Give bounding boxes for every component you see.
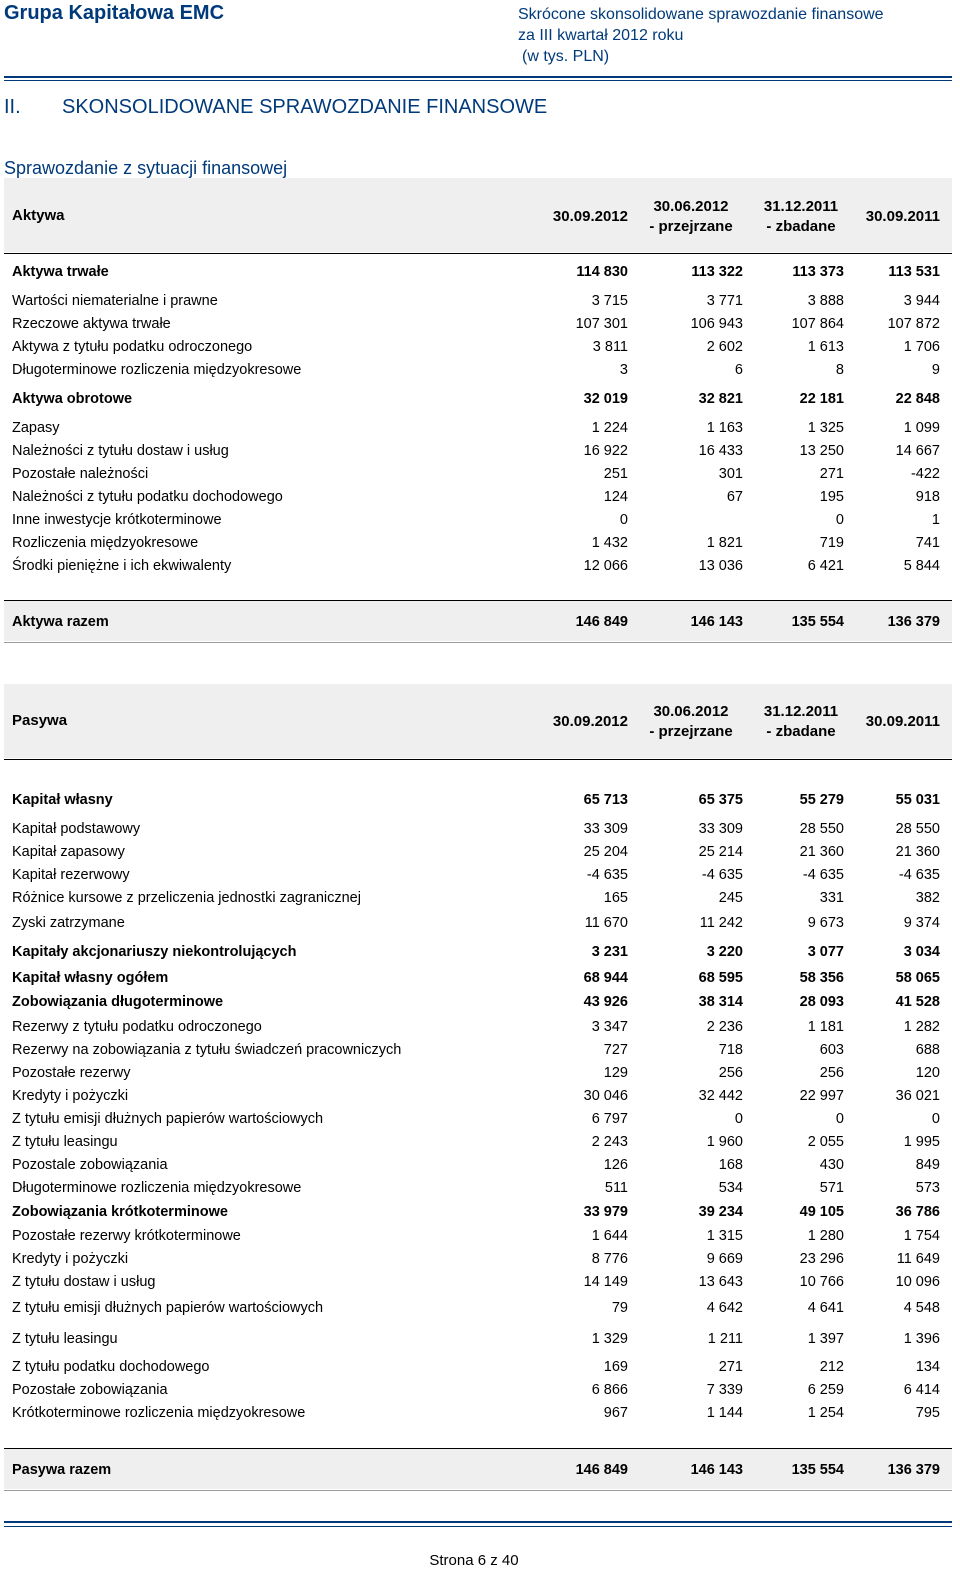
- liabilities-row-value: 14 149: [583, 1274, 628, 1290]
- assets-total-value: 135 554: [791, 614, 844, 630]
- liabilities-total-label: Pasywa razem: [12, 1462, 112, 1478]
- liabilities-header-col3-line1: 31.12.2011: [763, 703, 839, 720]
- liabilities-header-col1: 30.09.2012: [552, 713, 628, 730]
- liabilities-row-value: 33 309: [698, 821, 743, 837]
- liabilities-row-value: 9 669: [706, 1251, 743, 1267]
- assets-row-value: 8: [835, 362, 844, 378]
- liabilities-row-value: 33 979: [583, 1204, 628, 1220]
- assets-row-label: Inne inwestycje krótkoterminowe: [12, 512, 222, 528]
- liabilities-row-value: 9 374: [903, 915, 940, 931]
- liabilities-header-label: Pasywa: [12, 712, 68, 729]
- assets-row-value: 1 099: [903, 420, 940, 436]
- liabilities-row-value: 129: [603, 1065, 628, 1081]
- header-divider: [4, 76, 952, 78]
- liabilities-row: [0, 968, 960, 991]
- liabilities-row-value: 1 995: [903, 1134, 940, 1150]
- section-name: SKONSOLIDOWANE SPRAWOZDANIE FINANSOWE: [62, 96, 548, 118]
- assets-row-value: 3 715: [591, 293, 628, 309]
- liabilities-row-value: 430: [819, 1157, 844, 1173]
- liabilities-row-value: 38 314: [698, 994, 743, 1010]
- liabilities-row-label: Kapitał zapasowy: [12, 844, 125, 860]
- footer-divider-thin: [4, 1526, 952, 1527]
- liabilities-row-value: 25 214: [698, 844, 743, 860]
- liabilities-row-label: Krótkoterminowe rozliczenia międzyokresowe: [12, 1405, 306, 1421]
- assets-total-value: 146 143: [690, 614, 743, 630]
- assets-row-value: 113 373: [792, 264, 844, 280]
- liabilities-row-value: 212: [819, 1359, 844, 1375]
- assets-row-label: Aktywa z tytułu podatku odroczonego: [12, 339, 253, 355]
- section-number: II.: [4, 96, 21, 118]
- liabilities-row-label: Z tytułu dostaw i usług: [12, 1274, 156, 1290]
- assets-total-value: 136 379: [887, 614, 940, 630]
- liabilities-row: [0, 942, 960, 965]
- liabilities-row: [0, 888, 960, 911]
- liabilities-row-value: 571: [819, 1180, 844, 1196]
- liabilities-row-value: 23 296: [799, 1251, 844, 1267]
- liabilities-row-value: 1 181: [807, 1019, 844, 1035]
- assets-row-value: 22 181: [799, 391, 844, 407]
- liabilities-row-value: 6 414: [903, 1382, 940, 1398]
- liabilities-header-col2: [636, 702, 746, 742]
- assets-row-value: 67: [726, 489, 743, 505]
- liabilities-row-value: 120: [915, 1065, 940, 1081]
- liabilities-row-value: 271: [718, 1359, 743, 1375]
- liabilities-row-value: 68 944: [583, 970, 628, 986]
- assets-row-value: 32 821: [698, 391, 743, 407]
- liabilities-row-label: Z tytułu leasingu: [12, 1331, 118, 1347]
- assets-row: [0, 533, 960, 556]
- assets-row-value: 22 848: [895, 391, 940, 407]
- liabilities-row-value: 2 055: [807, 1134, 844, 1150]
- assets-row-value: 1 325: [807, 420, 844, 436]
- liabilities-row-label: Kapitał podstawowy: [12, 821, 141, 837]
- liabilities-row-value: 169: [603, 1359, 628, 1375]
- report-subtitle-line2: za III kwartał 2012 roku: [518, 27, 684, 44]
- assets-row-value: 106 943: [690, 316, 743, 332]
- assets-row-value: 16 922: [583, 443, 628, 459]
- report-subtitle-line1: Skrócone skonsolidowane sprawozdanie finansowe: [518, 6, 884, 23]
- liabilities-row-value: 511: [604, 1180, 628, 1196]
- liabilities-row-value: 21 360: [799, 844, 844, 860]
- liabilities-row-value: 13 643: [698, 1274, 743, 1290]
- liabilities-header-rule: [4, 759, 952, 760]
- assets-row-label: Zapasy: [12, 420, 60, 436]
- liabilities-row-value: 0: [835, 1111, 844, 1127]
- liabilities-row-value: 1 282: [903, 1019, 940, 1035]
- liabilities-row-value: 6 866: [591, 1382, 628, 1398]
- assets-total-row: [0, 612, 960, 635]
- liabilities-row-value: 573: [915, 1180, 940, 1196]
- assets-row-value: 32 019: [583, 391, 628, 407]
- section-title: [4, 96, 547, 119]
- footer-divider: [4, 1521, 952, 1523]
- liabilities-row: [0, 819, 960, 842]
- liabilities-row-value: 168: [718, 1157, 743, 1173]
- liabilities-row-label: Kredyty i pożyczki: [12, 1251, 129, 1267]
- liabilities-row-value: 134: [915, 1359, 940, 1375]
- statement-title: Sprawozdanie z sytuacji finansowej: [4, 158, 288, 178]
- assets-row-value: 3: [619, 362, 628, 378]
- liabilities-row-value: 0: [734, 1111, 743, 1127]
- liabilities-row-value: 0: [931, 1111, 940, 1127]
- liabilities-row-value: 28 550: [799, 821, 844, 837]
- liabilities-header-col4: 30.09.2011: [865, 713, 940, 730]
- liabilities-total-value: 135 554: [791, 1462, 844, 1478]
- assets-row-value: 3 944: [903, 293, 940, 309]
- liabilities-row-value: 49 105: [799, 1204, 844, 1220]
- assets-row-value: 3 888: [807, 293, 844, 309]
- liabilities-row-label: Z tytułu emisji dłużnych papierów wartościowych: [12, 1300, 324, 1316]
- liabilities-row: [0, 1380, 960, 1403]
- liabilities-row: [0, 1226, 960, 1249]
- liabilities-row-value: 33 309: [583, 821, 628, 837]
- assets-row-label: Rzeczowe aktywa trwałe: [12, 316, 171, 332]
- assets-row-value: 1: [931, 512, 940, 528]
- liabilities-row: [0, 790, 960, 813]
- liabilities-row-value: 1 315: [706, 1228, 743, 1244]
- liabilities-row-value: 11 670: [584, 915, 628, 931]
- assets-row-value: 271: [819, 466, 844, 482]
- liabilities-row-value: -4 635: [898, 867, 940, 883]
- liabilities-row: [0, 1040, 960, 1063]
- assets-header-col3-line2: - zbadane: [766, 218, 836, 235]
- liabilities-row: [0, 1017, 960, 1040]
- liabilities-row-value: 39 234: [698, 1204, 743, 1220]
- liabilities-row-value: 1 254: [807, 1405, 844, 1421]
- assets-row-label: Aktywa obrotowe: [12, 391, 133, 407]
- liabilities-row-value: 4 548: [903, 1300, 940, 1316]
- assets-row-label: Pozostałe należności: [12, 466, 149, 482]
- liabilities-row: [0, 1357, 960, 1380]
- assets-header-col1: 30.09.2012: [552, 208, 628, 225]
- liabilities-row-value: 3 077: [807, 944, 844, 960]
- assets-row-value: 1 432: [591, 535, 628, 551]
- liabilities-row-value: 718: [718, 1042, 743, 1058]
- liabilities-row-value: 1 397: [807, 1331, 844, 1347]
- liabilities-row: [0, 1178, 960, 1201]
- liabilities-row: [0, 1132, 960, 1155]
- liabilities-header-col2-line2: - przejrzane: [649, 723, 733, 740]
- header-divider-thin: [4, 80, 952, 81]
- liabilities-row-value: 1 644: [591, 1228, 628, 1244]
- liabilities-row: [0, 1249, 960, 1272]
- assets-row-value: 918: [915, 489, 940, 505]
- assets-row-value: 1 224: [591, 420, 628, 436]
- assets-total-bottom-rule: [4, 642, 952, 643]
- assets-row-value: 2 602: [706, 339, 743, 355]
- liabilities-row-value: 3 231: [591, 944, 628, 960]
- liabilities-row-value: 68 595: [698, 970, 743, 986]
- assets-row: [0, 291, 960, 314]
- assets-row: [0, 314, 960, 337]
- assets-row-value: 0: [619, 512, 628, 528]
- liabilities-row-value: 4 642: [706, 1300, 743, 1316]
- liabilities-row-value: 55 031: [895, 792, 940, 808]
- liabilities-row-value: 331: [819, 890, 844, 906]
- assets-row-value: 1 163: [706, 420, 743, 436]
- assets-row-label: Należności z tytułu dostaw i usług: [12, 443, 229, 459]
- liabilities-row-value: 967: [603, 1405, 628, 1421]
- liabilities-row-value: 849: [915, 1157, 940, 1173]
- liabilities-row: [0, 1272, 960, 1295]
- liabilities-row-value: 1 211: [707, 1331, 743, 1347]
- liabilities-row-value: 727: [603, 1042, 628, 1058]
- assets-total-value: 146 849: [575, 614, 628, 630]
- liabilities-row-value: 256: [718, 1065, 743, 1081]
- report-subtitle: [518, 4, 884, 67]
- liabilities-row-label: Zobowiązania krótkoterminowe: [12, 1204, 228, 1220]
- liabilities-total-value: 136 379: [887, 1462, 940, 1478]
- assets-row-value: 107 864: [791, 316, 844, 332]
- assets-row: [0, 360, 960, 383]
- liabilities-row: [0, 865, 960, 888]
- assets-header-col2: [636, 197, 746, 237]
- liabilities-row-label: Kapitał własny: [12, 792, 113, 808]
- assets-row-value: 741: [915, 535, 940, 551]
- liabilities-row-value: 55 279: [799, 792, 844, 808]
- liabilities-row: [0, 1155, 960, 1178]
- assets-row-value: 14 667: [895, 443, 940, 459]
- assets-row-value: 16 433: [698, 443, 743, 459]
- liabilities-row-value: 795: [915, 1405, 940, 1421]
- liabilities-row-label: Pozostałe rezerwy krótkoterminowe: [12, 1228, 241, 1244]
- liabilities-row-value: 6 259: [807, 1382, 844, 1398]
- assets-row-value: 1 706: [903, 339, 940, 355]
- liabilities-row: [0, 1109, 960, 1132]
- liabilities-total-value: 146 143: [690, 1462, 743, 1478]
- assets-row-value: 5 844: [903, 558, 940, 574]
- assets-row: [0, 510, 960, 533]
- assets-row: [0, 556, 960, 579]
- assets-row: [0, 337, 960, 360]
- assets-total-label: Aktywa razem: [12, 614, 109, 630]
- liabilities-row-value: 2 243: [591, 1134, 628, 1150]
- assets-row: [0, 389, 960, 412]
- liabilities-row-value: 6 797: [591, 1111, 628, 1127]
- assets-row-value: 114 830: [576, 264, 628, 280]
- liabilities-row-label: Zobowiązania długoterminowe: [12, 994, 224, 1010]
- liabilities-row-label: Z tytułu emisji dłużnych papierów wartościowych: [12, 1111, 324, 1127]
- liabilities-total-row: [0, 1460, 960, 1483]
- assets-row: [0, 262, 960, 285]
- report-subtitle-line3: (w tys. PLN): [522, 48, 610, 65]
- assets-row-value: 9: [931, 362, 940, 378]
- liabilities-row-label: Z tytułu leasingu: [12, 1134, 118, 1150]
- liabilities-row-value: 11 242: [699, 915, 743, 931]
- liabilities-row-value: 126: [603, 1157, 628, 1173]
- liabilities-row-value: 10 096: [895, 1274, 940, 1290]
- assets-row-value: 0: [835, 512, 844, 528]
- liabilities-row-value: 4 641: [807, 1300, 844, 1316]
- liabilities-row: [0, 913, 960, 936]
- assets-row-value: 251: [603, 466, 628, 482]
- liabilities-row-value: -4 635: [802, 867, 844, 883]
- liabilities-row-value: 534: [718, 1180, 743, 1196]
- assets-row: [0, 464, 960, 487]
- liabilities-row-value: 1 396: [903, 1331, 940, 1347]
- liabilities-row-value: 11 649: [896, 1251, 940, 1267]
- assets-row-value: -422: [910, 466, 940, 482]
- liabilities-row-value: 245: [718, 890, 743, 906]
- liabilities-row-value: 256: [819, 1065, 844, 1081]
- liabilities-row-label: Kapitały akcjonariuszy niekontrolujących: [12, 944, 297, 960]
- assets-row-value: 195: [819, 489, 844, 505]
- liabilities-row-value: 25 204: [583, 844, 628, 860]
- assets-row-value: 13 250: [799, 443, 844, 459]
- liabilities-row: [0, 1202, 960, 1225]
- liabilities-row-value: 165: [603, 890, 628, 906]
- liabilities-row-label: Pozostale zobowiązania: [12, 1157, 168, 1173]
- assets-header-col3-line1: 31.12.2011: [763, 198, 839, 215]
- assets-row-value: 12 066: [583, 558, 628, 574]
- assets-header-col4: 30.09.2011: [865, 208, 940, 225]
- liabilities-row-label: Pozostałe rezerwy: [12, 1065, 131, 1081]
- liabilities-row-value: 3 220: [706, 944, 743, 960]
- liabilities-row-value: 1 754: [903, 1228, 940, 1244]
- liabilities-row-label: Z tytułu podatku dochodowego: [12, 1359, 210, 1375]
- liabilities-row-value: -4 635: [701, 867, 743, 883]
- liabilities-row: [0, 842, 960, 865]
- assets-row-value: 6 421: [807, 558, 844, 574]
- liabilities-row-value: 1 329: [591, 1331, 628, 1347]
- liabilities-row-label: Pozostałe zobowiązania: [12, 1382, 168, 1398]
- liabilities-row: [0, 1403, 960, 1426]
- assets-header-label: Aktywa: [12, 207, 65, 224]
- liabilities-row-value: 65 713: [583, 792, 628, 808]
- liabilities-row-value: 28 550: [895, 821, 940, 837]
- liabilities-row-value: 36 021: [895, 1088, 940, 1104]
- liabilities-row-value: 688: [915, 1042, 940, 1058]
- liabilities-row-label: Kapitał własny ogółem: [12, 970, 169, 986]
- liabilities-row-value: 36 786: [895, 1204, 940, 1220]
- liabilities-row-value: 7 339: [706, 1382, 743, 1398]
- liabilities-row-value: 30 046: [583, 1088, 628, 1104]
- assets-row-label: Długoterminowe rozliczenia międzyokresowe: [12, 362, 302, 378]
- liabilities-row-value: 10 766: [799, 1274, 844, 1290]
- liabilities-row-value: 65 375: [698, 792, 743, 808]
- assets-row-label: Środki pieniężne i ich ekwiwalenty: [12, 558, 232, 574]
- liabilities-row-value: 3 034: [903, 944, 940, 960]
- liabilities-row: [0, 1063, 960, 1086]
- liabilities-row-value: 22 997: [799, 1088, 844, 1104]
- liabilities-row-value: 1 144: [706, 1405, 743, 1421]
- assets-row-value: 719: [819, 535, 844, 551]
- assets-row-value: 13 036: [698, 558, 743, 574]
- liabilities-row-value: 79: [611, 1300, 628, 1316]
- assets-row-value: 124: [603, 489, 628, 505]
- liabilities-row: [0, 1298, 960, 1321]
- liabilities-row-label: Rezerwy z tytułu podatku odroczonego: [12, 1019, 262, 1035]
- liabilities-row: [0, 992, 960, 1015]
- liabilities-row-label: Zyski zatrzymane: [12, 915, 125, 931]
- liabilities-total-value: 146 849: [575, 1462, 628, 1478]
- liabilities-row: [0, 1329, 960, 1352]
- assets-row: [0, 487, 960, 510]
- liabilities-row-value: 58 356: [799, 970, 844, 986]
- assets-row-value: 1 821: [706, 535, 743, 551]
- liabilities-row-label: Różnice kursowe z przeliczenia jednostki zagranicznej: [12, 890, 361, 906]
- company-name: Grupa Kapitałowa EMC: [4, 2, 225, 24]
- liabilities-row-value: 8 776: [591, 1251, 628, 1267]
- liabilities-header-col3-line2: - zbadane: [766, 723, 836, 740]
- assets-row: [0, 418, 960, 441]
- assets-row-value: 113 531: [888, 264, 940, 280]
- liabilities-row-value: 9 673: [807, 915, 844, 931]
- liabilities-row-value: 382: [915, 890, 940, 906]
- liabilities-row-label: Kredyty i pożyczki: [12, 1088, 129, 1104]
- liabilities-row-value: -4 635: [586, 867, 628, 883]
- liabilities-row-value: 1 280: [807, 1228, 844, 1244]
- liabilities-row-value: 58 065: [895, 970, 940, 986]
- assets-row-label: Należności z tytułu podatku dochodowego: [12, 489, 283, 505]
- liabilities-row-value: 43 926: [583, 994, 628, 1010]
- assets-row-value: 1 613: [807, 339, 844, 355]
- assets-header-rule: [4, 253, 952, 254]
- liabilities-row-value: 3 347: [591, 1019, 628, 1035]
- assets-row: [0, 441, 960, 464]
- liabilities-row-value: 2 236: [706, 1019, 743, 1035]
- assets-row-value: 301: [718, 466, 743, 482]
- assets-row-value: 107 872: [887, 316, 940, 332]
- liabilities-row-label: Kapitał rezerwowy: [12, 867, 130, 883]
- assets-header-col2-line2: - przejrzane: [649, 218, 733, 235]
- liabilities-row-value: 21 360: [895, 844, 940, 860]
- liabilities-row: [0, 1086, 960, 1109]
- assets-row-value: 107 301: [575, 316, 628, 332]
- liabilities-row-value: 32 442: [698, 1088, 743, 1104]
- assets-row-value: 3 771: [706, 293, 743, 309]
- assets-row-label: Rozliczenia międzyokresowe: [12, 535, 199, 551]
- liabilities-row-label: Rezerwy na zobowiązania z tytułu świadczeń pracowniczych: [12, 1042, 402, 1058]
- assets-header-col2-line1: 30.06.2012: [653, 198, 729, 215]
- liabilities-row-value: 603: [819, 1042, 844, 1058]
- assets-row-label: Wartości niematerialne i prawne: [12, 293, 218, 309]
- assets-row-label: Aktywa trwałe: [12, 264, 109, 280]
- liabilities-header-col2-line1: 30.06.2012: [653, 703, 729, 720]
- liabilities-row-label: Długoterminowe rozliczenia międzyokresowe: [12, 1180, 302, 1196]
- liabilities-row-value: 1 960: [706, 1134, 743, 1150]
- assets-row-value: 6: [734, 362, 743, 378]
- liabilities-row-value: 41 528: [895, 994, 940, 1010]
- page-number: Strona 6 z 40: [429, 1552, 519, 1569]
- assets-row-value: 3 811: [592, 339, 628, 355]
- liabilities-row-value: 28 093: [799, 994, 844, 1010]
- liabilities-total-bottom-rule: [4, 1490, 952, 1491]
- assets-row-value: 113 322: [691, 264, 743, 280]
